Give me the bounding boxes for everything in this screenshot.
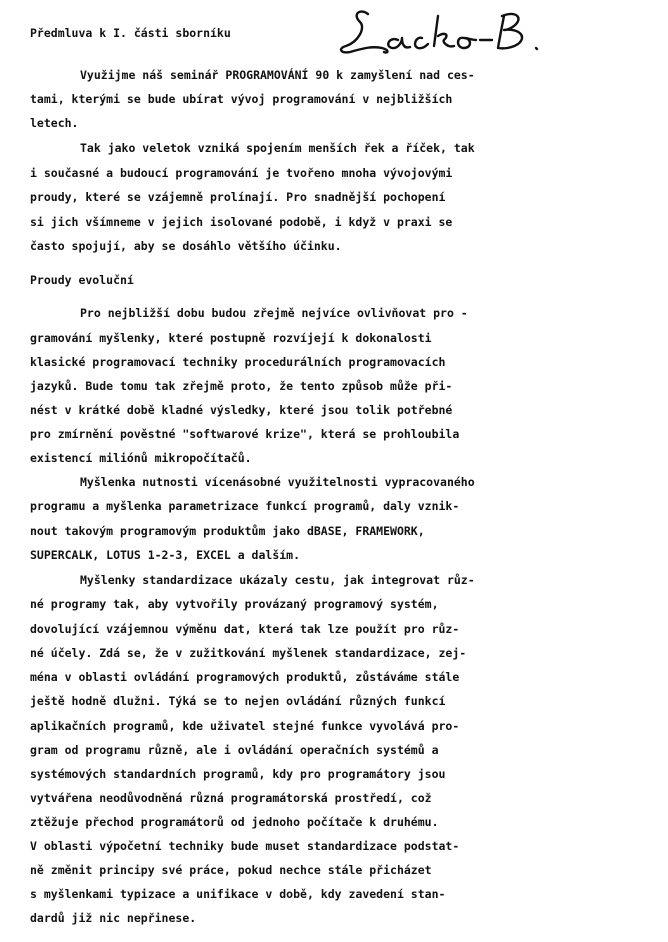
section-paragraph-2-line-2: programu a myšlenka parametrizace funkcí programů, daly vznik- — [30, 499, 460, 513]
section-paragraph-3-line-4: né účely. Zdá se, že v zužitkování myšlenek standardizace, zej- — [30, 646, 467, 660]
section-paragraph-3-line-6: ještě hodně dlužni. Týká se to nejen ovládání různých funkcí — [30, 694, 446, 708]
section-paragraph-3-line-10: vytvářena neodůvodněná různá programátorská prostředí, což — [30, 791, 432, 805]
section-paragraph-3-line-11: ztěžuje přechod programátorů od jednoho počítače k druhému. — [30, 815, 439, 829]
section-paragraph-1-line-5: nést v krátké době kladné výsledky, které jsou tolik potřebné — [30, 403, 453, 417]
section-paragraph-2-line-3: nout takovým programovým produktům jako dBASE, FRAMEWORK, — [30, 524, 425, 538]
section-paragraph-1-line-4: jazyků. Bude tomu tak zřejmě proto, že tento způsob může při- — [30, 379, 453, 393]
paragraph-2-line-5: často spojují, aby se dosáhlo většího účinku. — [30, 239, 342, 253]
section-paragraph-3-line-2: né programy tak, aby vytvořily provázaný programový systém, — [30, 597, 439, 611]
section-paragraph-1-line-6: pro zmírnění pověstné "softwarové krize", která se prohloubila — [30, 427, 460, 441]
section-paragraph-3-line-7: aplikačních programů, kde uživatel stejné funkce vyvolává pro- — [30, 719, 460, 733]
section-paragraph-1-line-7: existencí miliónů mikropočítačů. — [30, 451, 252, 465]
section-paragraph-3-line-14: s myšlenkami typizace a unifikace v době, kdy zavedení stan- — [30, 887, 446, 901]
section-paragraph-2-line-4: SUPERCALK, LOTUS 1-2-3, EXCEL a dalším. — [30, 548, 301, 562]
section-paragraph-1-line-2: gramování myšlenky, které postupně rozvíjejí k dokonalosti — [30, 331, 432, 345]
paragraph-1-line-1: Využijme náš seminář PROGRAMOVÁNÍ 90 k zamyšlení nad ces- — [80, 68, 475, 82]
section-paragraph-3-line-15: dardů již nic nepřinese. — [30, 911, 197, 925]
paragraph-2-line-3: proudy, které se vzájemně prolínají. Pro snadnější pochopení — [30, 190, 446, 204]
section-paragraph-2-line-1: Myšlenka nutnosti vícenásobné využitelnosti vypracovaného — [80, 475, 475, 489]
section-paragraph-1-line-1: Pro nejbližší dobu budou zřejmě nejvíce ovlivňovat pro - — [80, 306, 468, 320]
section-paragraph-3-line-12: V oblasti výpočetní techniky bude muset standardizace podstat- — [30, 839, 460, 853]
section-paragraph-3-line-9: systémových standardních programů, kdy pro programátory jsou — [30, 767, 446, 781]
handwritten-signature — [338, 2, 558, 64]
paragraph-1-line-3: letech. — [30, 116, 79, 130]
section-paragraph-1-line-3: klasické programovací techniky procedurálních programovacích — [30, 355, 446, 369]
document-title: Předmluva k I. části sborníku — [30, 26, 231, 40]
paragraph-2-line-4: si jich všímneme v jejich isolované podobě, i když v praxi se — [30, 215, 453, 229]
paragraph-2-line-2: i současné a budoucí programování je tvořeno mnoha vývojovými — [30, 166, 453, 180]
paragraph-1-line-2: tami, kterými se bude ubírat vývoj programování v nejbližších — [30, 92, 453, 106]
section-paragraph-3-line-5: ména v oblasti ovládání programových produktů, zůstáváme stále — [30, 670, 460, 684]
paragraph-2-line-1: Tak jako veletok vzniká spojením menších řek a říček, tak — [80, 141, 475, 155]
section-paragraph-3-line-1: Myšlenky standardizace ukázaly cestu, jak integrovat růz- — [80, 573, 475, 587]
section-heading: Proudy evoluční — [30, 273, 134, 287]
section-paragraph-3-line-8: gram od programu různě, ale i ovládání operačních systémů a — [30, 743, 439, 757]
section-paragraph-3-line-3: dovolující vzájemnou výměnu dat, která tak lze použít pro růz- — [30, 622, 460, 636]
section-paragraph-3-line-13: ně změnit principy své práce, pokud nechce stále přicházet — [30, 863, 432, 877]
